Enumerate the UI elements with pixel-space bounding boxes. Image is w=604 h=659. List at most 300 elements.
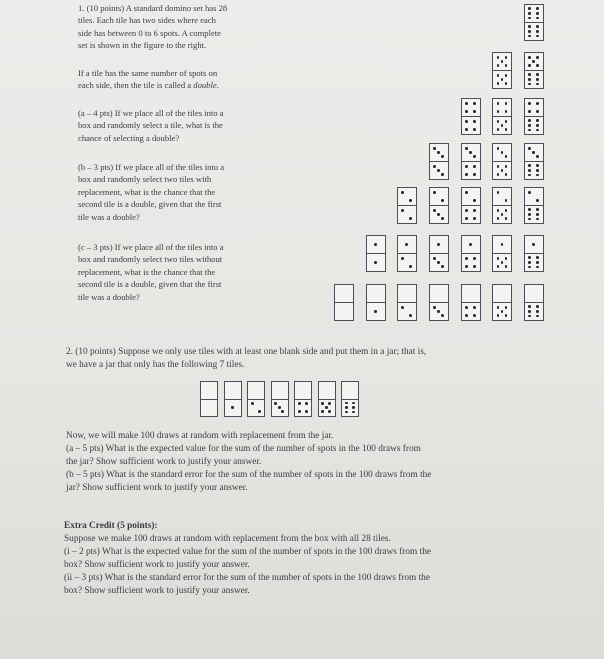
domino-pip: [298, 410, 301, 413]
domino-pip: [497, 56, 500, 59]
domino-pip: [409, 199, 412, 202]
domino-tile: [429, 235, 449, 272]
domino-pip: [505, 173, 508, 176]
domino-pip: [536, 305, 539, 308]
jar-domino-tile: [341, 381, 359, 417]
domino-pip: [532, 60, 535, 63]
domino-pip: [437, 310, 440, 313]
q1-intro-line: set is shown in the figure to the right.: [78, 40, 207, 51]
domino-pip: [505, 257, 508, 260]
domino-pip: [505, 217, 508, 220]
domino-pip: [497, 257, 500, 260]
domino-tile: [492, 284, 512, 321]
q1c-line: (c – 3 pts) If we place all of the tiles into a: [78, 242, 224, 252]
domino-pip: [528, 7, 531, 10]
domino-tile: [366, 284, 386, 321]
domino-pip: [528, 78, 531, 81]
domino-half: [430, 205, 448, 223]
domino-half: [525, 5, 543, 22]
domino-pip: [433, 257, 436, 260]
domino-tile: [492, 143, 512, 180]
domino-pip: [528, 30, 531, 33]
domino-pip: [497, 128, 500, 131]
domino-half: [493, 161, 511, 179]
domino-tile: [429, 187, 449, 224]
domino-pip: [469, 151, 472, 154]
domino-pip: [465, 165, 468, 168]
domino-pip: [298, 402, 301, 405]
domino-half: [493, 253, 511, 271]
domino-half: [493, 188, 511, 205]
domino-pip: [536, 310, 539, 313]
domino-pip: [497, 102, 500, 105]
domino-pip: [497, 314, 500, 317]
domino-pip: [441, 217, 444, 220]
domino-half: [525, 188, 543, 205]
domino-half: [525, 99, 543, 116]
jar-domino-tile: [200, 381, 218, 417]
domino-pip: [501, 169, 504, 172]
domino-pip: [465, 265, 468, 268]
domino-pip: [505, 64, 508, 67]
domino-half: [430, 144, 448, 161]
extra-credit-title: Extra Credit (5 points):: [64, 521, 158, 531]
domino-pip: [536, 30, 539, 33]
domino-half: [367, 253, 385, 271]
domino-pip: [345, 406, 348, 409]
domino-pip: [536, 110, 539, 113]
domino-tile: [334, 284, 354, 321]
domino-pip: [505, 265, 508, 268]
q1-part-a: [78, 107, 224, 144]
q1b-line: (b – 3 pts) If we place all of the tiles into a: [78, 162, 225, 172]
domino-pip: [437, 151, 440, 154]
domino-half: [462, 236, 480, 253]
domino-half: [248, 399, 264, 417]
domino-pip: [433, 306, 436, 309]
domino-pip: [473, 165, 476, 168]
domino-half: [525, 70, 543, 88]
domino-pip: [374, 243, 377, 246]
domino-pip: [501, 60, 504, 63]
domino-pip: [536, 129, 539, 132]
domino-half: [525, 205, 543, 223]
q2-intro: [66, 346, 426, 372]
q1a-line: (a – 4 pts) If we place all of the tiles into a: [78, 108, 224, 118]
domino-pip: [528, 261, 531, 264]
domino-half: [525, 236, 543, 253]
domino-half: [493, 144, 511, 161]
domino-pip: [465, 209, 468, 212]
domino-pip: [401, 257, 404, 260]
domino-pip: [465, 191, 468, 194]
domino-pip: [473, 209, 476, 212]
domino-pip: [536, 73, 539, 76]
domino-pip: [505, 128, 508, 131]
domino-pip: [536, 155, 539, 158]
domino-pip: [433, 191, 436, 194]
domino-half: [493, 70, 511, 88]
domino-tile: [492, 187, 512, 224]
domino-tile: [397, 284, 417, 321]
domino-half: [462, 302, 480, 320]
domino-pip: [473, 155, 476, 158]
domino-tile: [524, 235, 544, 272]
domino-half: [295, 399, 311, 417]
domino-pip: [465, 306, 468, 309]
domino-pip: [345, 411, 348, 414]
jar-domino-tile: [271, 381, 289, 417]
domino-pip: [528, 266, 531, 269]
domino-pip: [441, 173, 444, 176]
domino-tile: [397, 187, 417, 224]
domino-pip: [528, 56, 531, 59]
double-term: double: [193, 80, 217, 91]
domino-pip: [528, 73, 531, 76]
domino-pip: [528, 35, 531, 38]
domino-pip: [536, 169, 539, 172]
domino-half: [342, 382, 358, 399]
domino-pip: [401, 306, 404, 309]
domino-half: [525, 116, 543, 134]
q2-parts: [66, 430, 431, 495]
domino-pip: [505, 155, 508, 158]
domino-pip: [532, 243, 535, 246]
domino-half: [493, 285, 511, 302]
domino-tile: [492, 52, 512, 89]
q1b-line: second tile is a double, given that the first: [78, 199, 222, 210]
domino-pip: [528, 164, 531, 167]
domino-pip: [505, 82, 508, 85]
q2-intro-line: 2. (10 points) Suppose we only use tiles with at least one blank side and put them in a jar; that is,: [66, 347, 427, 357]
domino-half: [319, 382, 335, 399]
domino-pip: [352, 411, 355, 414]
domino-tile: [492, 235, 512, 272]
domino-tile: [461, 187, 481, 224]
domino-pip: [328, 402, 331, 405]
domino-pip: [501, 243, 504, 246]
domino-half: [525, 22, 543, 40]
domino-pip: [528, 17, 531, 20]
domino-pip: [505, 120, 508, 123]
domino-pip: [473, 128, 476, 131]
domino-pip: [328, 410, 331, 413]
domino-pip: [374, 261, 377, 264]
q1-intro: [78, 2, 227, 52]
domino-half: [430, 285, 448, 302]
domino-pip: [536, 124, 539, 127]
domino-half: [525, 161, 543, 179]
domino-pip: [441, 314, 444, 317]
domino-pip: [441, 155, 444, 158]
domino-pip: [352, 406, 355, 409]
domino-half: [319, 399, 335, 417]
domino-pip: [528, 305, 531, 308]
domino-pip: [528, 102, 531, 105]
domino-half: [272, 399, 288, 417]
domino-pip: [497, 64, 500, 67]
domino-pip: [473, 257, 476, 260]
domino-tile: [461, 284, 481, 321]
domino-pip: [528, 213, 531, 216]
extra-credit-line: Suppose we make 100 draws at random with replacement from the box with all 28 tiles.: [64, 534, 391, 544]
domino-pip: [473, 265, 476, 268]
domino-pip: [465, 102, 468, 105]
domino-tile: [524, 143, 544, 180]
jar-domino-tile: [294, 381, 312, 417]
domino-pip: [528, 218, 531, 221]
domino-half: [525, 302, 543, 320]
domino-half: [430, 302, 448, 320]
domino-pip: [258, 410, 261, 413]
domino-half: [525, 144, 543, 161]
domino-pip: [528, 64, 531, 67]
domino-pip: [433, 165, 436, 168]
q1c-line: tile was a double?: [78, 291, 140, 302]
domino-half: [493, 116, 511, 134]
domino-pip: [465, 120, 468, 123]
domino-pip: [505, 306, 508, 309]
domino-pip: [505, 102, 508, 105]
q1-part-c: [78, 241, 224, 303]
extra-credit-line: box? Show sufficient work to justify your answer.: [64, 560, 250, 570]
q2-line: (b – 5 pts) What is the standard error for the sum of the number of spots in the 100 draws from the: [66, 470, 432, 480]
domino-pip: [473, 110, 476, 113]
domino-pip: [374, 310, 377, 313]
domino-pip: [536, 199, 539, 202]
domino-pip: [536, 174, 539, 177]
domino-tile: [524, 187, 544, 224]
domino-pip: [497, 191, 500, 194]
domino-half: [342, 399, 358, 417]
extra-credit: [64, 520, 431, 598]
domino-half: [335, 285, 353, 302]
domino-pip: [536, 266, 539, 269]
q1c-line: replacement, what is the chance that the: [78, 266, 216, 277]
domino-pip: [528, 25, 531, 28]
domino-half: [462, 99, 480, 116]
domino-pip: [536, 12, 539, 15]
domino-pip: [473, 120, 476, 123]
domino-half: [493, 53, 511, 70]
domino-pip: [473, 217, 476, 220]
domino-pip: [437, 169, 440, 172]
domino-pip: [536, 7, 539, 10]
domino-pip: [528, 191, 531, 194]
domino-pip: [437, 213, 440, 216]
q1-intro-line: side has between 0 to 6 spots. A complete: [78, 27, 221, 38]
domino-pip: [469, 243, 472, 246]
domino-half: [367, 236, 385, 253]
double-def-end: .: [216, 80, 219, 91]
domino-pip: [528, 208, 531, 211]
q1-part-b: [78, 161, 224, 223]
q2-line: jar? Show sufficient work to justify your answer.: [66, 483, 248, 493]
domino-pip: [497, 217, 500, 220]
domino-pip: [352, 402, 355, 405]
jar-domino-tile: [318, 381, 336, 417]
domino-half: [201, 382, 217, 399]
domino-pip: [497, 147, 500, 150]
domino-pip: [465, 173, 468, 176]
domino-pip: [536, 78, 539, 81]
q2-line: the jar? Show sufficient work to justify your answer.: [66, 457, 262, 467]
domino-half: [525, 285, 543, 302]
domino-pip: [528, 12, 531, 15]
domino-half: [462, 253, 480, 271]
domino-half: [462, 205, 480, 223]
domino-pip: [528, 169, 531, 172]
domino-tile: [366, 235, 386, 272]
q1-double-definition: [78, 67, 219, 92]
domino-pip: [473, 102, 476, 105]
domino-pip: [501, 78, 504, 81]
q1b-line: box and randomly select two tiles with: [78, 174, 212, 185]
q1c-line: second tile is a double, given that the first: [78, 279, 222, 290]
domino-tile: [461, 235, 481, 272]
jar-domino-tile: [247, 381, 265, 417]
domino-pip: [536, 218, 539, 221]
q1-intro-line: 1. (10 points) A standard domino set has 28: [78, 3, 228, 13]
domino-tile: [524, 4, 544, 41]
domino-pip: [536, 64, 539, 67]
domino-pip: [325, 406, 328, 409]
domino-pip: [409, 217, 412, 220]
domino-half: [201, 399, 217, 417]
extra-credit-line: (ii – 3 pts) What is the standard error for the sum of the number of spots in the 100 draws from the: [64, 573, 430, 583]
domino-pip: [536, 56, 539, 59]
domino-half: [525, 53, 543, 70]
domino-pip: [321, 410, 324, 413]
domino-pip: [505, 314, 508, 317]
domino-half: [493, 302, 511, 320]
domino-pip: [305, 402, 308, 405]
domino-half: [335, 302, 353, 320]
domino-pip: [473, 199, 476, 202]
domino-half: [398, 285, 416, 302]
domino-tile: [429, 284, 449, 321]
domino-pip: [497, 165, 500, 168]
domino-pip: [345, 402, 348, 405]
domino-pip: [473, 306, 476, 309]
domino-pip: [465, 257, 468, 260]
domino-half: [493, 205, 511, 223]
q1a-line: chance of selecting a double?: [78, 132, 180, 143]
domino-pip: [409, 314, 412, 317]
domino-pip: [528, 124, 531, 127]
jar-domino-tile: [224, 381, 242, 417]
domino-tile: [461, 98, 481, 135]
domino-pip: [465, 128, 468, 131]
domino-pip: [497, 74, 500, 77]
domino-half: [248, 382, 264, 399]
domino-pip: [528, 315, 531, 318]
domino-half: [398, 302, 416, 320]
domino-half: [272, 382, 288, 399]
domino-pip: [528, 83, 531, 86]
domino-pip: [433, 147, 436, 150]
double-def-line: [78, 79, 219, 91]
domino-pip: [528, 110, 531, 113]
domino-pip: [536, 213, 539, 216]
domino-pip: [505, 110, 508, 113]
domino-pip: [505, 199, 508, 202]
domino-half: [462, 144, 480, 161]
domino-pip: [505, 74, 508, 77]
domino-pip: [409, 265, 412, 268]
domino-pip: [528, 256, 531, 259]
domino-pip: [536, 83, 539, 86]
domino-pip: [274, 402, 277, 405]
q2-intro-line: we have a jar that only has the following 7 tiles.: [66, 360, 245, 370]
domino-pip: [433, 209, 436, 212]
domino-half: [430, 161, 448, 179]
double-def-line: If a tile has the same number of spots on: [78, 68, 218, 78]
domino-half: [493, 99, 511, 116]
domino-pip: [437, 261, 440, 264]
domino-pip: [532, 151, 535, 154]
domino-tile: [524, 52, 544, 89]
domino-pip: [473, 314, 476, 317]
domino-pip: [401, 209, 404, 212]
domino-pip: [465, 147, 468, 150]
domino-pip: [536, 102, 539, 105]
domino-pip: [473, 173, 476, 176]
domino-half: [525, 253, 543, 271]
domino-pip: [465, 217, 468, 220]
domino-pip: [441, 265, 444, 268]
domino-pip: [536, 17, 539, 20]
domino-pip: [401, 191, 404, 194]
domino-pip: [536, 256, 539, 259]
domino-pip: [536, 35, 539, 38]
domino-half: [367, 285, 385, 302]
domino-pip: [528, 129, 531, 132]
domino-pip: [528, 174, 531, 177]
domino-half: [398, 205, 416, 223]
domino-pip: [505, 165, 508, 168]
q1c-line: box and randomly select two tiles without: [78, 254, 223, 265]
domino-pip: [505, 209, 508, 212]
domino-half: [462, 116, 480, 134]
domino-pip: [528, 119, 531, 122]
domino-half: [225, 399, 241, 417]
extra-credit-line: (i – 2 pts) What is the expected value for the sum of the number of spots in the 100 draws from the: [64, 547, 431, 557]
domino-pip: [536, 208, 539, 211]
q2-line: (a – 5 pts) What is the expected value for the sum of the number of spots in the 100 draws from: [66, 444, 421, 454]
domino-pip: [501, 124, 504, 127]
domino-half: [398, 236, 416, 253]
domino-pip: [501, 261, 504, 264]
domino-pip: [501, 151, 504, 154]
extra-credit-line: box? Show sufficient work to justify your answer.: [64, 586, 250, 596]
q1b-line: tile was a double?: [78, 211, 140, 222]
domino-pip: [497, 173, 500, 176]
domino-tile: [524, 98, 544, 135]
domino-half: [462, 188, 480, 205]
domino-pip: [536, 315, 539, 318]
domino-pip: [536, 119, 539, 122]
double-def-text: each side, then the tile is called a: [78, 80, 194, 91]
domino-pip: [437, 243, 440, 246]
domino-pip: [528, 147, 531, 150]
domino-pip: [497, 265, 500, 268]
domino-pip: [441, 199, 444, 202]
domino-pip: [405, 243, 408, 246]
domino-pip: [501, 213, 504, 216]
domino-half: [367, 302, 385, 320]
domino-pip: [497, 110, 500, 113]
